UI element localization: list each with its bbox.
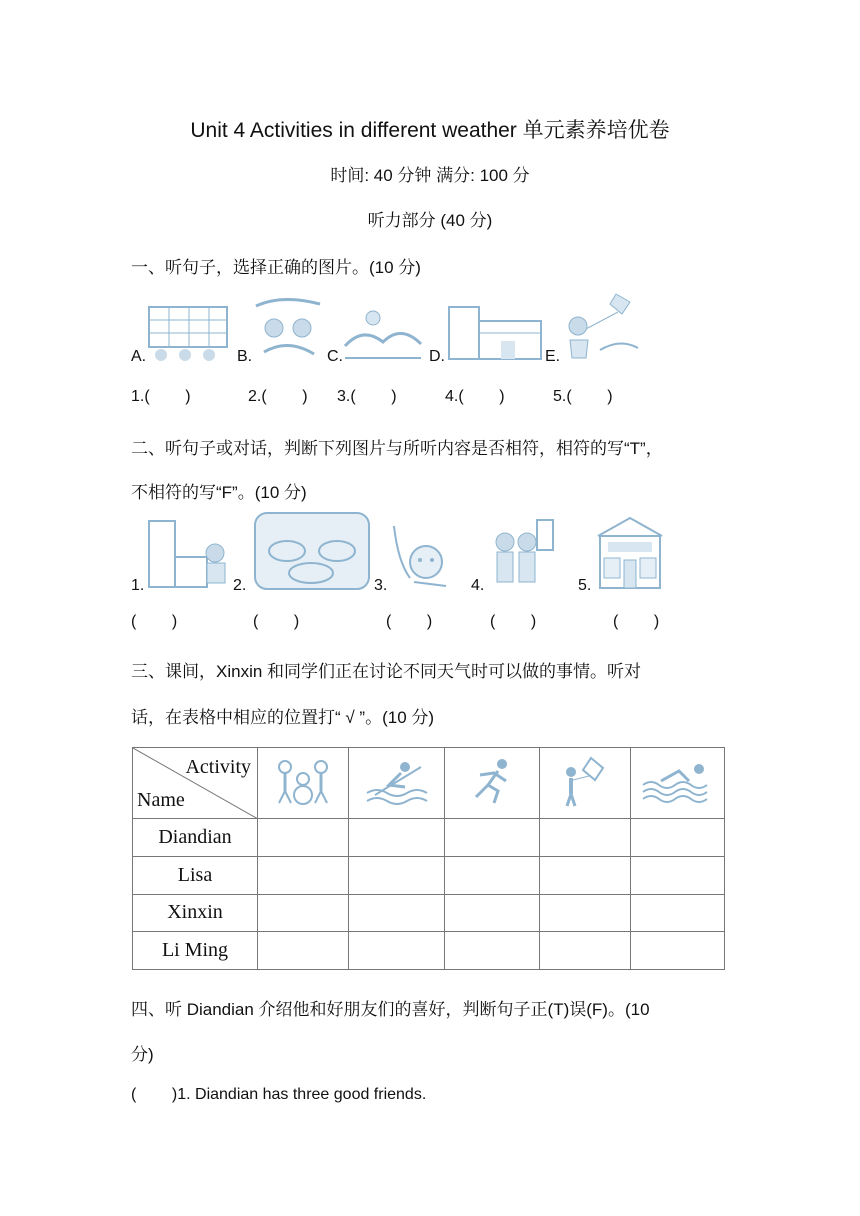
check-cell[interactable] [258,856,349,894]
s2-blank-2[interactable]: ( ) [253,613,300,630]
check-cell[interactable] [631,932,725,970]
check-cell[interactable] [631,819,725,857]
section4-heading-line1: 四、听 Diandian 介绍他和好朋友们的喜好，判断句子正(T)误(F)。(10 [131,1000,650,1019]
check-cell[interactable] [445,856,540,894]
activity-col-2 [349,748,445,819]
check-cell[interactable] [445,932,540,970]
snowman-icon [271,757,335,805]
check-cell[interactable] [540,894,631,932]
kite-girl-icon [560,290,640,362]
table-row [133,856,725,894]
swimming-icon [641,759,715,803]
check-cell[interactable] [540,856,631,894]
time-and-score: 时间: 40 分钟 满分: 100 分 [330,166,530,185]
activity-col-4 [540,748,631,819]
row-name-xinxin: Xinxin [133,894,258,932]
check-cell[interactable] [540,819,631,857]
s2-blank-3[interactable]: ( ) [386,613,433,630]
kite-flying-icon [561,754,609,808]
section3-heading-line2: 话，在表格中相应的位置打“ √ ”。(10 分) [131,708,435,727]
s2-blank-5[interactable]: ( ) [613,613,660,630]
table-header-row [133,748,725,819]
table-row [133,932,725,970]
check-cell[interactable] [631,856,725,894]
running-icon [464,757,520,805]
check-cell[interactable] [540,932,631,970]
row-name-li-ming: Li Ming [133,932,258,970]
s2-label-5: 5. [578,577,592,594]
answer-4[interactable]: 4.( ) [445,388,505,405]
check-cell[interactable] [445,819,540,857]
s2-blank-1[interactable]: ( ) [131,613,178,630]
worksheet-title: Unit 4 Activities in different weather 单元素养培优卷 [190,119,670,142]
header-diagonal-cell [133,748,258,819]
bookshelf-library-icon [147,303,229,365]
section2-heading-line1: 二、听句子或对话，判断下列图片与所听内容是否相符，相符的写“T”， [131,439,663,458]
s2-label-3: 3. [374,577,388,594]
check-cell[interactable] [258,819,349,857]
s4-item-1[interactable]: ( )1. Diandian has three good friends. [131,1086,427,1103]
check-cell[interactable] [631,894,725,932]
check-cell[interactable] [445,894,540,932]
check-cell[interactable] [258,894,349,932]
table-row [133,819,725,857]
girl-at-desk-icon [145,517,229,591]
shop-building-icon [594,514,666,590]
option-d-label: D. [429,348,445,365]
check-cell[interactable] [349,819,445,857]
snow-scene-icon [343,306,423,362]
part-title: 听力部分 (40 分) [367,211,493,230]
answer-5[interactable]: 5.( ) [553,388,613,405]
activity-col-5 [631,748,725,819]
friends-icon [487,516,559,590]
header-activity: Activity [185,756,251,778]
answer-2[interactable]: 2.( ) [248,388,308,405]
answer-3[interactable]: 3.( ) [337,388,397,405]
header-name: Name [137,789,185,811]
section1-heading: 一、听句子，选择正确的图片。(10 分) [131,258,421,277]
kids-playing-icon [252,292,324,364]
section4-heading-line2: 分) [131,1045,154,1064]
activity-table [132,747,725,970]
check-cell[interactable] [349,932,445,970]
family-picnic-icon [253,511,371,591]
s2-label-4: 4. [471,577,485,594]
option-b-label: B. [237,348,253,365]
option-c-label: C. [327,348,343,365]
check-cell[interactable] [349,856,445,894]
answer-1[interactable]: 1.( ) [131,388,191,405]
section3-heading-line1: 三、课间，Xinxin 和同学们正在讨论不同天气时可以做的事情。听对 [131,662,642,681]
s2-blank-4[interactable]: ( ) [490,613,537,630]
row-name-diandian: Diandian [133,819,258,857]
activity-col-1 [258,748,349,819]
dog-icon [390,522,454,590]
option-e-label: E. [545,348,561,365]
table-row [133,894,725,932]
s2-label-2: 2. [233,577,247,594]
activity-col-3 [445,748,540,819]
section2-heading-line2: 不相符的写“F”。(10 分) [131,483,307,502]
row-name-lisa: Lisa [133,856,258,894]
check-cell[interactable] [258,932,349,970]
option-a-label: A. [131,348,147,365]
check-cell[interactable] [349,894,445,932]
s2-label-1: 1. [131,577,145,594]
rowing-icon [365,757,429,805]
museum-building-icon [445,303,545,363]
